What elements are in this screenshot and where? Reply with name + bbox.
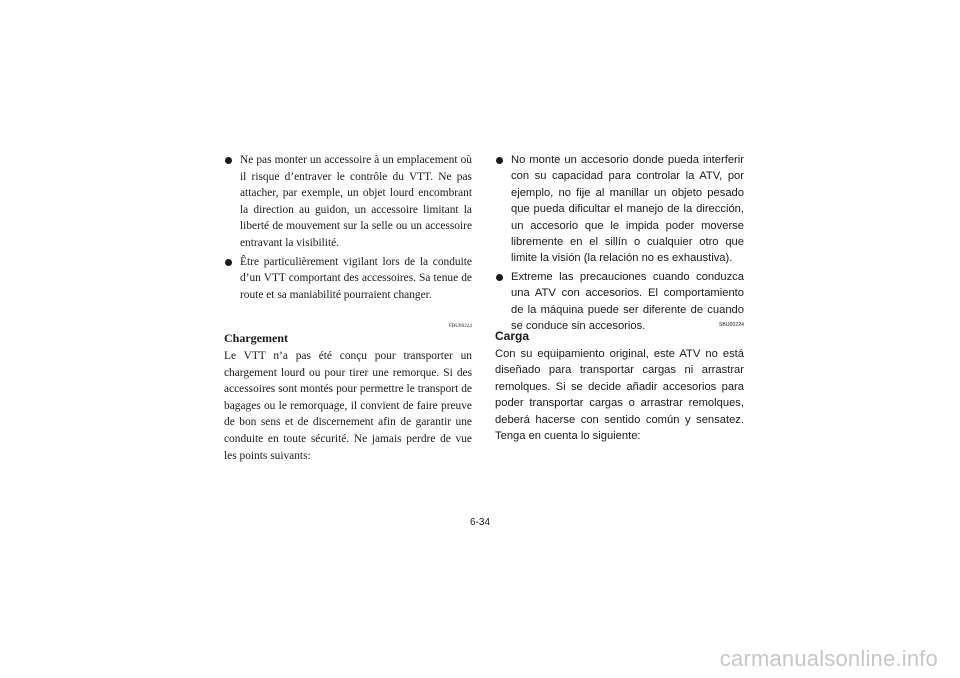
bullet-icon [496,157,503,164]
spanish-bullet-item [495,152,744,267]
page-number: 6-34 [469,517,490,528]
spanish-section-paragraph: Con su equipamiento original, este ATV no está diseñado para transportar cargas ni arrastrar remolques. Si se decide añadir accesorios para poder transportar cargas o arrastrar remolques, deberá hacerse con sentido común y sensatez. Tenga en cuenta lo siguiente: [495,348,744,443]
french-section-paragraph: Le VTT n’a pas été conçu pour transporter un chargement lourd ou pour tirer une remorque. Si des accessoires sont montés pour permettre le transport de bagages ou le remorquage, il convient de faire preuve de bon sens et de discernement afin de garantir une conduite en toute sécurité. Ne jamais perdre de vue les points suivants: [224,350,472,462]
spanish-section-heading: Carga [495,329,530,343]
french-loading-section [224,324,472,464]
french-section-heading: Chargement [224,331,288,345]
french-bullet-text: Être particulièrement vigilant lors de la conduite d’un VTT comportant des accessoires. Sa tenue de route et sa maniabilité pourraient changer. [240,255,472,301]
spanish-bullet-text: Extreme las precauciones cuando conduzca una ATV con accesorios. El comportamiento de la máquina puede ser diferente de cuando se conduce sin accesorios. [511,270,744,333]
bullet-icon [225,157,232,164]
french-bullet-text: Ne pas monter un accessoire à un emplacement où il risque d’entraver le contrôle du VTT. Ne pas attacher, par exemple, un objet lourd encombrant la direction au guidon, un accessoire limitant la liberté de mouvement sur la selle ou un accessoire entravant la visibilité. [240,154,472,249]
french-column [224,152,472,462]
spanish-column [495,152,744,443]
bullet-icon [225,259,232,266]
bullet-icon [496,274,503,281]
french-bullet-item [224,152,472,252]
spanish-loading-section [495,322,744,444]
spanish-bullet-text: No monte un accesorio donde pueda interferir con su capacidad para controlar la ATV, por ejemplo, no fije al manillar un objeto pesado que pueda dificultar el manejo de la dirección, un accesorio que le impida poder moverse libremente en el sillín o cualquier otro que limite la visión (la relación no es exhaustiva). [511,154,744,265]
spanish-section-code: SBU00224 [719,322,744,328]
watermark: carmanualsonline.info [719,646,938,671]
french-section-code: FBU00224 [448,324,472,329]
french-bullet-item [224,254,472,304]
